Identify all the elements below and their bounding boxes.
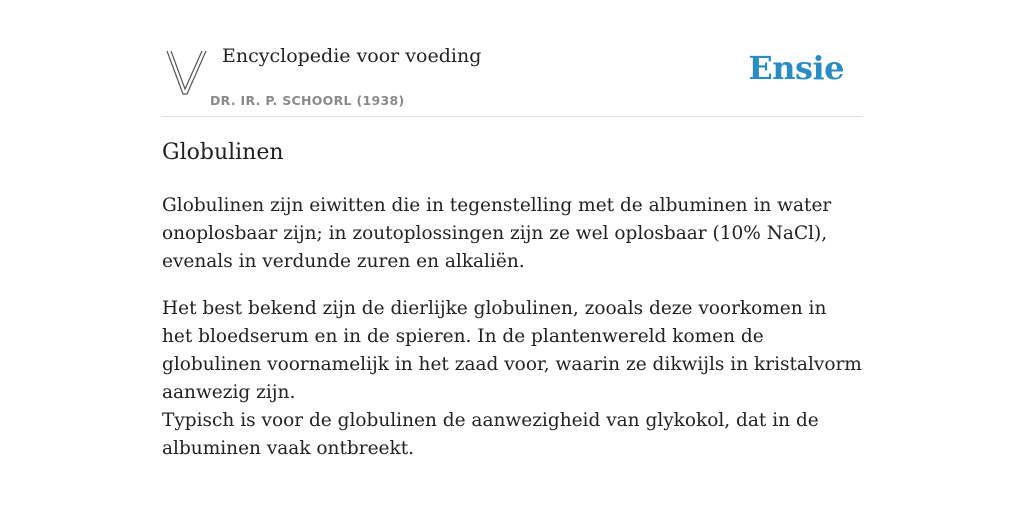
entry-title: Globulinen: [162, 140, 284, 165]
header: [162, 0, 862, 117]
page: [162, 0, 862, 512]
brand-link[interactable]: Ensie: [748, 49, 844, 87]
entry-paragraph: Het best bekend zijn de dierlijke globulinen, zooals deze voorkomen in het bloedserum en in de spieren. In de plantenwereld komen de globulinen voornamelijk in het zaad voor, waarin ze dikwijls in kristalvorm aanwezig zijn.: [162, 298, 862, 403]
book-title[interactable]: Encyclopedie voor voeding: [222, 45, 482, 67]
entry-paragraph: Globulinen zijn eiwitten die in tegenstelling met de albuminen in water onoplosbaar zijn; in zoutoplossingen zijn ze wel oplosbaar (10% NaCl), evenals in verdunde zuren en alkaliën.: [162, 195, 832, 272]
v-logo-icon[interactable]: [165, 48, 209, 98]
book-author: DR. IR. P. SCHOORL (1938): [210, 93, 405, 108]
entry-paragraph: Typisch is voor de globulinen de aanwezigheid van glykokol, dat in de albuminen vaak ontbreekt.: [162, 410, 819, 459]
